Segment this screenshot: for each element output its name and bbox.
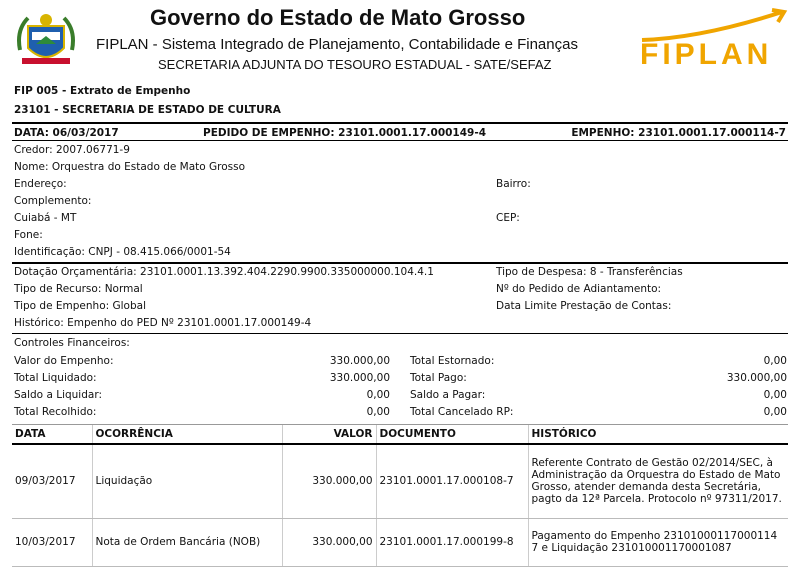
tipo-recurso: Tipo de Recurso: Normal [14, 283, 143, 295]
tipo-despesa: Tipo de Despesa: 8 - Transferências [496, 266, 683, 278]
row-ocorrencia: Nota de Ordem Bancária (NOB) [92, 518, 282, 566]
row-valor: 330.000,00 [282, 444, 376, 518]
cep-label: CEP: [496, 212, 520, 224]
ctrl-right-value-1: 330.000,00 [726, 372, 787, 384]
row-valor: 330.000,00 [282, 518, 376, 566]
ctrl-right-value-3: 0,00 [763, 406, 787, 418]
ctrl-left-value-1: 330.000,00 [329, 372, 390, 384]
ctrl-left-label-1: Total Liquidado: [14, 372, 97, 384]
row-documento: 23101.0001.17.000199-8 [376, 518, 528, 566]
controls-heading: Controles Financeiros: [14, 337, 130, 349]
credor: Credor: 2007.06771-9 [14, 144, 130, 156]
ctrl-left-label-2: Saldo a Liquidar: [14, 389, 102, 401]
table-row [12, 444, 788, 518]
row-date: 10/03/2017 [12, 518, 92, 566]
table-row [12, 518, 788, 566]
creditor-name: Nome: Orquestra do Estado de Mato Grosso [14, 161, 246, 173]
ctrl-left-value-0: 330.000,00 [329, 355, 390, 367]
page-title: Governo do Estado de Mato Grosso [150, 5, 526, 30]
ctrl-left-value-2: 0,00 [366, 389, 390, 401]
historico: Histórico: Empenho do PED Nº 23101.0001.17.000149-4 [14, 317, 312, 329]
row-documento: 23101.0001.17.000108-7 [376, 444, 528, 518]
bairro-label: Bairro: [496, 178, 531, 190]
state-coat-of-arms [14, 10, 78, 72]
identification: Identificação: CNPJ - 08.415.066/0001-54 [14, 246, 231, 258]
tipo-empenho: Tipo de Empenho: Global [14, 300, 146, 312]
doc-date: DATA: 06/03/2017 [14, 127, 119, 139]
ctrl-left-label-0: Valor do Empenho: [14, 355, 114, 367]
complemento-label: Complemento: [14, 195, 92, 207]
empenho-number: EMPENHO: 23101.0001.17.000114-7 [571, 127, 786, 139]
ctrl-right-label-1: Total Pago: [410, 372, 467, 384]
ctrl-left-value-3: 0,00 [366, 406, 390, 418]
ctrl-right-value-2: 0,00 [763, 389, 787, 401]
system-subtitle: FIPLAN - Sistema Integrado de Planejamento, Contabilidade e Finanças [96, 36, 578, 53]
city: Cuiabá - MT [14, 212, 77, 224]
report-code: FIP 005 - Extrato de Empenho [14, 85, 191, 97]
fiplan-logo-text: FIPLAN [640, 38, 773, 71]
ctrl-left-label-3: Total Recolhido: [14, 406, 97, 418]
col-header-documento: DOCUMENTO [376, 425, 528, 445]
col-header-historico: HISTÓRICO [528, 425, 788, 445]
pedido-adiantamento: Nº do Pedido de Adiantamento: [496, 283, 662, 295]
address-label: Endereço: [14, 178, 67, 190]
ctrl-right-label-0: Total Estornado: [410, 355, 495, 367]
ctrl-right-value-0: 0,00 [763, 355, 787, 367]
row-historico: Pagamento do Empenho 23101000117000114 7 e Liquidação 231010001170001087 [528, 518, 788, 566]
col-header-valor: VALOR [282, 425, 376, 445]
pedido-empenho: PEDIDO DE EMPENHO: 23101.0001.17.000149-4 [203, 127, 487, 139]
col-header-data: DATA [12, 425, 92, 445]
table-header-row [12, 425, 788, 445]
department-name: SECRETARIA ADJUNTA DO TESOURO ESTADUAL - SATE/SEFAZ [158, 57, 552, 72]
fiplan-logo [632, 8, 788, 74]
movements-table [12, 424, 788, 567]
row-ocorrencia: Liquidação [92, 444, 282, 518]
dotacao: Dotação Orçamentária: 23101.0001.13.392.404.2290.9900.335000000.104.4.1 [14, 266, 434, 278]
col-header-ocorrencia: OCORRÊNCIA [92, 425, 282, 445]
ctrl-right-label-3: Total Cancelado RP: [410, 406, 514, 418]
unit-name: 23101 - SECRETARIA DE ESTADO DE CULTURA [14, 104, 281, 116]
fone-label: Fone: [14, 229, 43, 241]
data-limite: Data Limite Prestação de Contas: [496, 300, 672, 312]
row-historico: Referente Contrato de Gestão 02/2014/SEC, à Administração da Orquestra do Estado de Mato Grosso, atender demanda desta Secretária, pagto da 12ª Parcela. Protocolo nº 97311/2017. [528, 444, 788, 518]
row-date: 09/03/2017 [12, 444, 92, 518]
ctrl-right-label-2: Saldo a Pagar: [410, 389, 486, 401]
